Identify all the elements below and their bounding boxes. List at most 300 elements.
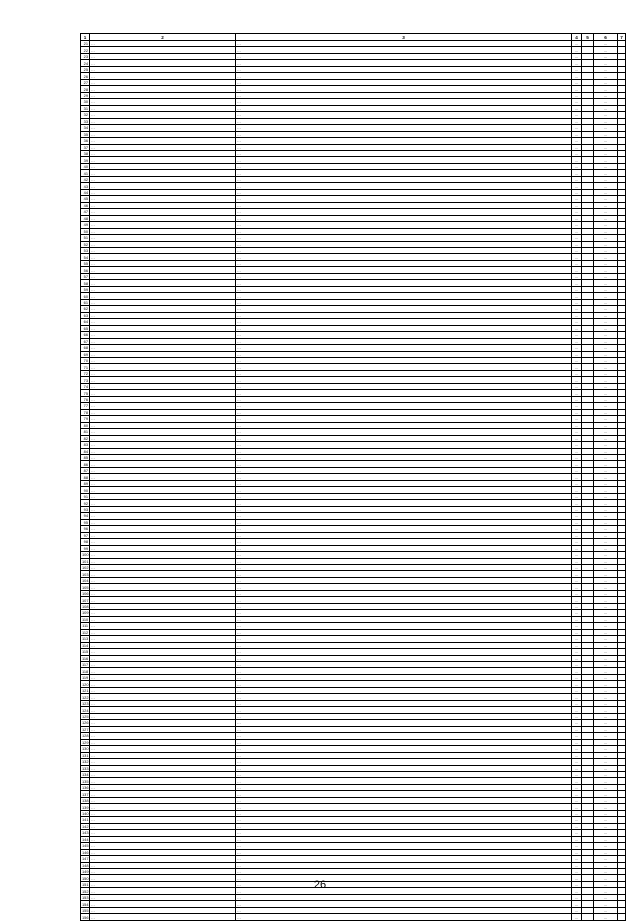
object-address-cell: …	[90, 183, 236, 189]
object-address-cell: …	[90, 564, 236, 570]
build-year-cell: …	[572, 610, 582, 616]
row-number-cell: 126	[82, 720, 89, 726]
object-address-cell: …	[90, 41, 236, 47]
build-year-cell: …	[572, 467, 582, 473]
build-year-cell: …	[572, 597, 582, 603]
work-period-cell: …	[594, 293, 618, 299]
build-year-cell: …	[572, 99, 582, 105]
object-address-cell: …	[90, 797, 236, 803]
object-address-cell: …	[90, 500, 236, 506]
build-year-cell: …	[572, 338, 582, 344]
object-address-cell: …	[90, 370, 236, 376]
work-description-cell: …	[236, 739, 572, 745]
build-year-cell: …	[572, 390, 582, 396]
work-description-cell: …	[236, 519, 572, 525]
work-period-cell: …	[594, 894, 618, 900]
object-address-cell: …	[90, 707, 236, 713]
work-description-cell: …	[236, 642, 572, 648]
work-period-cell: …	[594, 60, 618, 66]
work-description-cell: …	[236, 720, 572, 726]
build-year-cell: …	[572, 267, 582, 273]
work-description-cell: …	[236, 86, 572, 92]
row-number-cell: 140	[82, 811, 89, 817]
object-address-cell: …	[90, 823, 236, 829]
work-description-cell: …	[236, 377, 572, 383]
work-period-cell: …	[594, 306, 618, 312]
row-number-cell: 77	[81, 403, 90, 409]
object-address-cell: …	[90, 571, 236, 577]
work-description-cell: …	[236, 759, 572, 765]
work-description-cell: …	[236, 241, 572, 247]
work-description-cell: …	[236, 603, 572, 609]
object-address-cell: …	[90, 299, 236, 305]
row-number-cell: 120	[82, 681, 89, 687]
work-period-cell: …	[594, 836, 618, 842]
build-year-cell: …	[572, 377, 582, 383]
work-period-cell: …	[594, 881, 618, 887]
build-year-cell: …	[572, 196, 582, 202]
work-period-cell: …	[594, 125, 618, 131]
work-period-cell: …	[594, 228, 618, 234]
object-address-cell: …	[90, 118, 236, 124]
work-description-cell: …	[236, 260, 572, 266]
row-number-cell: 76	[81, 396, 90, 402]
row-number-cell: 151	[82, 882, 89, 888]
work-period-cell: …	[594, 370, 618, 376]
work-period-cell: …	[594, 830, 618, 836]
object-address-cell: …	[90, 222, 236, 228]
object-address-cell: …	[90, 319, 236, 325]
row-number-cell: 135	[82, 778, 89, 784]
build-year-cell: …	[572, 222, 582, 228]
object-address-cell: …	[90, 196, 236, 202]
work-description-cell: …	[236, 435, 572, 441]
work-period-cell: …	[594, 131, 618, 137]
object-address-cell: …	[90, 629, 236, 635]
work-period-cell: …	[594, 267, 618, 273]
object-address-cell: …	[90, 662, 236, 668]
object-address-cell: …	[90, 914, 236, 920]
work-period-cell: …	[594, 564, 618, 570]
work-period-cell: …	[594, 791, 618, 797]
object-address-cell: …	[90, 176, 236, 182]
work-period-cell: …	[594, 312, 618, 318]
work-description-cell: …	[236, 99, 572, 105]
object-address-cell: …	[90, 474, 236, 480]
row-number-cell: 36	[81, 138, 90, 144]
work-period-cell: …	[594, 765, 618, 771]
row-number-cell: 65	[81, 325, 90, 331]
work-period-cell: …	[594, 804, 618, 810]
object-address-cell: …	[90, 810, 236, 816]
object-address-cell: …	[90, 267, 236, 273]
row-number-cell: 84	[81, 448, 90, 454]
object-address-cell: …	[90, 280, 236, 286]
object-address-cell: …	[90, 163, 236, 169]
work-description-cell: …	[236, 526, 572, 532]
work-period-cell: …	[594, 856, 618, 862]
row-number-cell: 63	[81, 312, 90, 318]
object-address-cell: …	[90, 92, 236, 98]
build-year-cell: …	[572, 455, 582, 461]
row-number-cell: 43	[81, 183, 90, 189]
work-description-cell: …	[236, 455, 572, 461]
build-year-cell: …	[572, 105, 582, 111]
object-address-cell: …	[90, 817, 236, 823]
work-description-cell: …	[236, 422, 572, 428]
row-number-cell: 97	[81, 532, 90, 538]
row-number-cell: 71	[81, 364, 90, 370]
work-description-cell: …	[236, 41, 572, 47]
build-year-cell: …	[572, 545, 582, 551]
object-address-cell: …	[90, 506, 236, 512]
object-address-cell: …	[90, 209, 236, 215]
work-period-cell: …	[594, 480, 618, 486]
work-period-cell: …	[594, 810, 618, 816]
object-address-cell: …	[90, 733, 236, 739]
work-description-cell: …	[236, 817, 572, 823]
work-period-cell: …	[594, 390, 618, 396]
build-year-cell: …	[572, 118, 582, 124]
build-year-cell: …	[572, 241, 582, 247]
build-year-cell: …	[572, 584, 582, 590]
header-row	[81, 34, 626, 41]
work-period-cell: …	[594, 526, 618, 532]
object-address-cell: …	[90, 552, 236, 558]
object-address-cell: …	[90, 429, 236, 435]
object-address-cell: …	[90, 843, 236, 849]
object-address-cell: …	[90, 112, 236, 118]
build-year-cell: …	[572, 345, 582, 351]
work-period-cell: …	[594, 778, 618, 784]
work-description-cell: …	[236, 894, 572, 900]
row-number-cell: 92	[81, 500, 90, 506]
work-description-cell: …	[236, 357, 572, 363]
object-address-cell: …	[90, 293, 236, 299]
row-number-cell: 40	[81, 163, 90, 169]
col-header-4: 4	[572, 34, 582, 41]
row-number-cell: 103	[82, 571, 89, 577]
build-year-cell: …	[572, 513, 582, 519]
work-description-cell: …	[236, 713, 572, 719]
work-description-cell: …	[236, 467, 572, 473]
work-period-cell: …	[594, 700, 618, 706]
object-address-cell: …	[90, 746, 236, 752]
row-number-cell: 82	[81, 435, 90, 441]
work-description-cell: …	[236, 409, 572, 415]
work-description-cell: …	[236, 623, 572, 629]
row-number-cell: 74	[81, 383, 90, 389]
work-period-cell: …	[594, 467, 618, 473]
object-address-cell: …	[90, 235, 236, 241]
work-description-cell: …	[236, 202, 572, 208]
build-year-cell: …	[572, 396, 582, 402]
work-period-cell: …	[594, 254, 618, 260]
work-period-cell: …	[594, 726, 618, 732]
work-description-cell: …	[236, 493, 572, 499]
row-number-cell: 66	[81, 332, 90, 338]
row-number-cell: 47	[81, 209, 90, 215]
row-number-cell: 52	[81, 241, 90, 247]
col-header-5: 5	[582, 34, 594, 41]
work-period-cell: …	[594, 41, 618, 47]
work-period-cell: …	[594, 681, 618, 687]
row-number-cell: 24	[81, 60, 90, 66]
build-year-cell: …	[572, 759, 582, 765]
row-number-cell: 31	[81, 105, 90, 111]
object-address-cell: …	[90, 881, 236, 887]
object-address-cell: …	[90, 603, 236, 609]
build-year-cell: …	[572, 733, 582, 739]
object-address-cell: …	[90, 241, 236, 247]
build-year-cell: …	[572, 642, 582, 648]
build-year-cell: …	[572, 700, 582, 706]
object-address-cell: …	[90, 99, 236, 105]
build-year-cell: …	[572, 914, 582, 920]
work-period-cell: …	[594, 823, 618, 829]
build-year-cell: …	[572, 92, 582, 98]
work-description-cell: …	[236, 112, 572, 118]
build-year-cell: …	[572, 810, 582, 816]
object-address-cell: …	[90, 254, 236, 260]
build-year-cell: …	[572, 125, 582, 131]
work-period-cell: …	[594, 862, 618, 868]
build-year-cell: …	[572, 248, 582, 254]
object-address-cell: …	[90, 610, 236, 616]
work-description-cell: …	[236, 267, 572, 273]
work-period-cell: …	[594, 351, 618, 357]
row-number-cell: 61	[81, 299, 90, 305]
build-year-cell: …	[572, 183, 582, 189]
object-address-cell: …	[90, 390, 236, 396]
work-period-cell: …	[594, 338, 618, 344]
row-number-cell: 89	[81, 480, 90, 486]
row-number-cell: 69	[81, 351, 90, 357]
object-address-cell: …	[90, 416, 236, 422]
build-year-cell: …	[572, 629, 582, 635]
row-number-cell: 123	[82, 701, 89, 707]
work-period-cell: …	[594, 73, 618, 79]
work-period-cell: …	[594, 66, 618, 72]
row-number-cell: 147	[82, 856, 89, 862]
object-address-cell: …	[90, 700, 236, 706]
work-period-cell: …	[594, 332, 618, 338]
work-period-cell: …	[594, 99, 618, 105]
work-description-cell: …	[236, 545, 572, 551]
build-year-cell: …	[572, 856, 582, 862]
row-number-cell: 45	[81, 196, 90, 202]
work-description-cell: …	[236, 157, 572, 163]
build-year-cell: …	[572, 616, 582, 622]
row-number-cell: 64	[81, 319, 90, 325]
work-period-cell: …	[594, 539, 618, 545]
work-period-cell: …	[594, 474, 618, 480]
work-period-cell: …	[594, 746, 618, 752]
object-address-cell: …	[90, 357, 236, 363]
build-year-cell: …	[572, 325, 582, 331]
work-period-cell: …	[594, 532, 618, 538]
work-description-cell: …	[236, 694, 572, 700]
row-number-cell: 101	[82, 558, 89, 564]
build-year-cell: …	[572, 487, 582, 493]
work-description-cell: …	[236, 118, 572, 124]
work-description-cell: …	[236, 416, 572, 422]
row-number-cell: 131	[82, 752, 89, 758]
object-address-cell: …	[90, 765, 236, 771]
row-number-cell: 124	[82, 707, 89, 713]
build-year-cell: …	[572, 526, 582, 532]
work-period-cell: …	[594, 47, 618, 53]
work-description-cell: …	[236, 351, 572, 357]
work-description-cell: …	[236, 73, 572, 79]
object-address-cell: …	[90, 189, 236, 195]
object-address-cell: …	[90, 448, 236, 454]
work-period-cell: …	[594, 577, 618, 583]
build-year-cell: …	[572, 86, 582, 92]
work-description-cell: …	[236, 196, 572, 202]
row-number-cell: 95	[81, 519, 90, 525]
row-number-cell: 142	[82, 823, 89, 829]
object-address-cell: …	[90, 53, 236, 59]
row-number-cell: 28	[81, 86, 90, 92]
build-year-cell: …	[572, 778, 582, 784]
row-number-cell: 34	[81, 125, 90, 131]
row-number-cell: 72	[81, 370, 90, 376]
work-description-cell: …	[236, 480, 572, 486]
build-year-cell: …	[572, 370, 582, 376]
work-description-cell: …	[236, 345, 572, 351]
work-description-cell: …	[236, 513, 572, 519]
object-address-cell: …	[90, 519, 236, 525]
build-year-cell: …	[572, 280, 582, 286]
build-year-cell: …	[572, 112, 582, 118]
work-period-cell: …	[594, 849, 618, 855]
build-year-cell: …	[572, 804, 582, 810]
object-address-cell: …	[90, 623, 236, 629]
work-period-cell: …	[594, 176, 618, 182]
object-address-cell: …	[90, 79, 236, 85]
work-period-cell: …	[594, 500, 618, 506]
work-description-cell: …	[236, 500, 572, 506]
object-address-cell: …	[90, 539, 236, 545]
build-year-cell: …	[572, 144, 582, 150]
build-year-cell: …	[572, 474, 582, 480]
build-year-cell: …	[572, 429, 582, 435]
build-year-cell: …	[572, 235, 582, 241]
build-year-cell: …	[572, 888, 582, 894]
work-period-cell: …	[594, 448, 618, 454]
work-period-cell: …	[594, 506, 618, 512]
build-year-cell: …	[572, 552, 582, 558]
object-address-cell: …	[90, 655, 236, 661]
col-header-6: 6	[594, 34, 618, 41]
work-period-cell: …	[594, 86, 618, 92]
build-year-cell: …	[572, 907, 582, 913]
build-year-cell: …	[572, 687, 582, 693]
object-address-cell: …	[90, 461, 236, 467]
object-address-cell: …	[90, 862, 236, 868]
work-description-cell: …	[236, 131, 572, 137]
work-description-cell: …	[236, 849, 572, 855]
build-year-cell: …	[572, 875, 582, 881]
row-number-cell: 32	[81, 112, 90, 118]
work-description-cell: …	[236, 616, 572, 622]
work-description-cell: …	[236, 79, 572, 85]
row-number-cell: 91	[81, 493, 90, 499]
work-description-cell: …	[236, 487, 572, 493]
object-address-cell: …	[90, 86, 236, 92]
work-description-cell: …	[236, 733, 572, 739]
work-description-cell: …	[236, 273, 572, 279]
extra-year-cell	[582, 914, 594, 920]
work-description-cell: …	[236, 914, 572, 920]
build-year-cell: …	[572, 416, 582, 422]
row-number-cell: 57	[81, 273, 90, 279]
work-period-cell: …	[594, 597, 618, 603]
row-number-cell: 115	[82, 649, 89, 655]
row-number-cell: 35	[81, 131, 90, 137]
row-number-cell: 70	[81, 357, 90, 363]
row-number-cell: 98	[81, 539, 90, 545]
work-period-cell: …	[594, 403, 618, 409]
work-description-cell: …	[236, 577, 572, 583]
work-period-cell: …	[594, 636, 618, 642]
row-number-cell: 136	[82, 785, 89, 791]
work-description-cell: …	[236, 810, 572, 816]
work-description-cell: …	[236, 843, 572, 849]
build-year-cell: …	[572, 590, 582, 596]
build-year-cell: …	[572, 47, 582, 53]
work-period-cell: …	[594, 668, 618, 674]
work-period-cell: …	[594, 79, 618, 85]
object-address-cell: …	[90, 325, 236, 331]
row-number-cell: 21	[81, 41, 90, 47]
work-description-cell: …	[236, 163, 572, 169]
row-number-cell: 139	[82, 804, 89, 810]
row-number-cell: 152	[82, 888, 89, 894]
work-period-cell: …	[594, 642, 618, 648]
build-year-cell: …	[572, 519, 582, 525]
build-year-cell: …	[572, 403, 582, 409]
work-description-cell: …	[236, 370, 572, 376]
build-year-cell: …	[572, 713, 582, 719]
work-description-cell: …	[236, 700, 572, 706]
row-number-cell: 144	[82, 836, 89, 842]
row-number-cell: 153	[82, 895, 89, 901]
work-period-cell: …	[594, 707, 618, 713]
object-address-cell: …	[90, 351, 236, 357]
work-period-cell: …	[594, 105, 618, 111]
work-description-cell: …	[236, 183, 572, 189]
work-period-cell: …	[594, 752, 618, 758]
work-period-cell: …	[594, 416, 618, 422]
object-address-cell: …	[90, 849, 236, 855]
row-number-cell: 80	[81, 422, 90, 428]
work-period-cell: …	[594, 409, 618, 415]
build-year-cell: …	[572, 726, 582, 732]
object-address-cell: …	[90, 422, 236, 428]
work-period-cell: …	[594, 720, 618, 726]
build-year-cell: …	[572, 681, 582, 687]
build-year-cell: …	[572, 636, 582, 642]
object-address-cell: …	[90, 726, 236, 732]
work-period-cell: …	[594, 487, 618, 493]
work-description-cell: …	[236, 312, 572, 318]
work-period-cell: …	[594, 733, 618, 739]
work-description-cell: …	[236, 655, 572, 661]
work-period-cell: …	[594, 584, 618, 590]
work-period-cell: …	[594, 455, 618, 461]
